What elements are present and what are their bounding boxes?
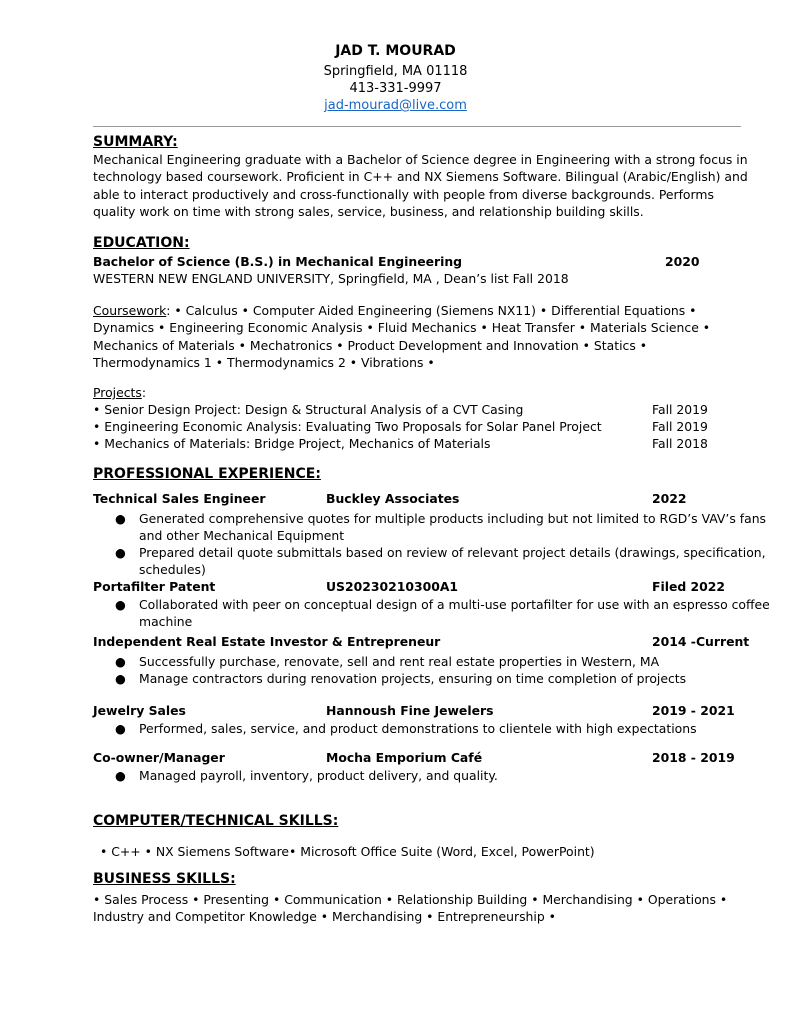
computer-skills-text: • C++ • NX Siemens Software• Microsoft Office Suite (Word, Excel, PowerPoint) bbox=[100, 844, 595, 859]
experience-heading: PROFESSIONAL EXPERIENCE: bbox=[93, 466, 321, 482]
job-date: 2014 -Current bbox=[652, 634, 750, 649]
job-title: Co-owner/Manager bbox=[93, 750, 225, 765]
summary-heading: SUMMARY: bbox=[93, 134, 178, 150]
projects-label-line bbox=[93, 384, 146, 401]
coursework-list: : • Calculus • Computer Aided Engineering (Siemens NX11) • Differential Equations • Dynamics • Engineering Economic Analysis • Fluid Mechanics • Heat Transfer • Materials Science • Mechanics of Materials • Mechatronics • Product Development and Innovation • Statics • Thermodynamics 1 • Thermodynamics 2 • Vibrations • bbox=[93, 303, 711, 371]
coursework-label: Coursework bbox=[93, 303, 167, 318]
bullet-marker: ● bbox=[115, 721, 126, 736]
job-bullet: Generated comprehensive quotes for multiple products including but not limited to RGD’s VAV’s fans and other Mechanical Equipment bbox=[139, 511, 767, 544]
degree-title: Bachelor of Science (B.S.) in Mechanical Engineering bbox=[93, 254, 463, 269]
job-bullet: Manage contractors during renovation projects, ensuring on time completion of projects bbox=[139, 671, 687, 686]
projects-colon: : bbox=[141, 385, 147, 400]
job-bullet: Managed payroll, inventory, product delivery, and quality. bbox=[139, 768, 498, 783]
projects-label: Projects bbox=[93, 385, 142, 400]
job-bullet: Collaborated with peer on conceptual design of a multi-use portafilter for use with an espresso coffee machine bbox=[139, 597, 770, 630]
candidate-name: JAD T. MOURAD bbox=[335, 43, 456, 59]
bullet-marker: ● bbox=[115, 671, 126, 686]
job-bullet: Prepared detail quote submittals based on review of relevant project details (drawings, specification, schedules) bbox=[139, 545, 766, 578]
coursework-paragraph bbox=[93, 302, 753, 372]
candidate-phone: 413-331-9997 bbox=[349, 81, 442, 96]
job-organization: Hannoush Fine Jewelers bbox=[326, 703, 494, 718]
bullet-marker: ● bbox=[115, 768, 126, 783]
job-bullet: Performed, sales, service, and product demonstrations to clientele with high expectations bbox=[139, 721, 697, 736]
job-date: Filed 2022 bbox=[652, 579, 726, 594]
project-item: • Mechanics of Materials: Bridge Project, Mechanics of Materials bbox=[93, 436, 491, 451]
computer-skills-heading: COMPUTER/TECHNICAL SKILLS: bbox=[93, 813, 339, 829]
bullet-marker: ● bbox=[115, 597, 126, 612]
job-date: 2019 - 2021 bbox=[652, 703, 735, 718]
job-bullet: Successfully purchase, renovate, sell and rent real estate properties in Western, MA bbox=[139, 654, 660, 669]
bullet-marker: ● bbox=[115, 511, 126, 526]
project-item: • Engineering Economic Analysis: Evaluating Two Proposals for Solar Panel Project bbox=[93, 419, 602, 434]
business-skills-heading: BUSINESS SKILLS: bbox=[93, 871, 236, 887]
job-organization: Buckley Associates bbox=[326, 491, 460, 506]
bullet-marker: ● bbox=[115, 545, 126, 560]
project-date: Fall 2019 bbox=[652, 419, 708, 434]
candidate-city: Springfield, MA 01118 bbox=[323, 64, 468, 79]
job-title: Portafilter Patent bbox=[93, 579, 216, 594]
summary-text: Mechanical Engineering graduate with a Bachelor of Science degree in Engineering with a strong focus in technology based coursework. Proficient in C++ and NX Siemens Software. Bilingual (Arabic/English) and able to interact productively and cross-functionally with people from diverse backgrounds. Performs quality work on time with strong sales, service, business, and relationship building skills. bbox=[93, 152, 748, 220]
job-title: Technical Sales Engineer bbox=[93, 491, 266, 506]
header-divider bbox=[93, 126, 741, 127]
job-organization: US20230210300A1 bbox=[326, 579, 459, 594]
job-title: Jewelry Sales bbox=[93, 703, 186, 718]
job-organization: Mocha Emporium Café bbox=[326, 750, 483, 765]
project-date: Fall 2019 bbox=[652, 402, 708, 417]
business-skills-text: • Sales Process • Presenting • Communication • Relationship Building • Merchandising • Operations • Industry and Competitor Knowledge • Merchandising • Entrepreneurship • bbox=[93, 892, 728, 925]
candidate-email-link[interactable]: jad-mourad@live.com bbox=[324, 98, 467, 113]
project-date: Fall 2018 bbox=[652, 436, 708, 451]
school-line: WESTERN NEW ENGLAND UNIVERSITY, Springfield, MA , Dean’s list Fall 2018 bbox=[93, 271, 569, 286]
education-heading: EDUCATION: bbox=[93, 235, 190, 251]
job-date: 2022 bbox=[652, 491, 687, 506]
job-title: Independent Real Estate Investor & Entrepreneur bbox=[93, 634, 441, 649]
degree-year: 2020 bbox=[665, 254, 700, 269]
project-item: • Senior Design Project: Design & Structural Analysis of a CVT Casing bbox=[93, 402, 524, 417]
bullet-marker: ● bbox=[115, 654, 126, 669]
job-date: 2018 - 2019 bbox=[652, 750, 735, 765]
